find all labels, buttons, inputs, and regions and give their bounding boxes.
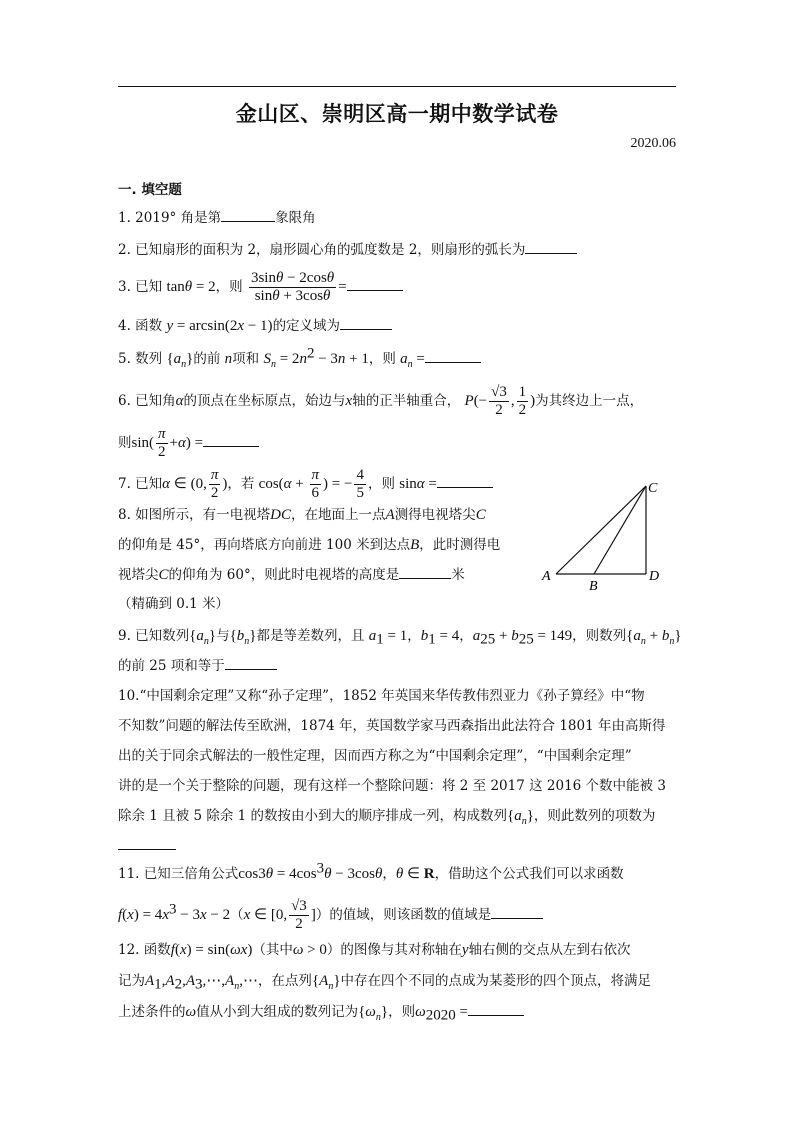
problem-11-cont: $f(x) = 4x^3 - 3x - 2(x$ ∈ [0, $\frac{√3}{2}$ ]）的值域，则该函数的值域是 [118,898,543,933]
problem-9: 9. 已知数列$\{a_n\}$与$\{b_n\}$都是等差数列，且 $a_1 = 1$，$b_1 = 4$，$a_{25} + b_{25} = 149$，则数列$\{a_n + b_n\}$ [118,628,682,648]
answer-blank [203,433,259,447]
problem-10-line-5: 除余 1 且被 5 除余 1 的数按由小到大的顺序排成一列，构成数列$\{a_n\}$，则此数列的项数为 [118,808,656,827]
page-title: 金山区、崇明区高一期中数学试卷 [235,102,559,126]
fraction: $\frac{3\sin\theta - 2\cos\theta}{\sin\theta + 3\cos\theta}$ [250,270,335,304]
answer-blank [468,1002,524,1016]
problem-1: 1. 2019° 角是第 象限角 [118,210,316,226]
problem-12: 12. 函数f(x) = sin(ωx)（其中ω > 0）的图像与其对称轴在y轴右侧的交点从左到右依次 [118,942,631,958]
sight-line-a [556,486,646,574]
problem-10-blank [118,836,176,856]
answer-blank [525,240,577,254]
answer-blank [347,277,403,291]
problem-10-line-2: 不知数”问题的解法传至欧洲，1874 年，英国数学家马西森指出此法符合 1801 年由高斯得 [118,718,666,734]
section-title: 一. 填空题 [118,182,182,198]
problem-9-cont: 的前 25 项和等于 [118,656,277,676]
problem-6-cont: 则sin( $\frac{\pi}{2}$ +α) = [118,426,259,461]
exam-date: 2020.06 [630,136,676,151]
answer-blank [340,316,392,330]
problem-10-line-1: 10.“中国剩余定理”又称“孙子定理”，1852 年英国来华传教伟烈亚力《孙子算经》中“物 [118,688,645,704]
problem-11: 11. 已知三倍角公式$\cos 3\theta = 4\cos^3\theta - 3\cos\theta$，θ ∈ R，借助这个公式我们可以求函数 [118,860,624,882]
answer-blank [491,905,543,919]
problem-8: 8. 如图所示，有一电视塔DC，在地面上一点A测得电视塔尖C [118,507,486,523]
tower-figure [536,478,666,598]
problem-10-line-4: 讲的是一个关于整除的问题，现有这样一个整除问题：将 2 至 2017 这 2016 个数中能被 3 [118,778,666,794]
answer-blank [221,208,275,222]
problem-5: 5. 数列 $\{a_n\}$的前 n项和 $S_n = 2n^2 - 3n + 1$，则 $a_n$ = [118,349,481,369]
problem-2: 2. 已知扇形的面积为 2，扇形圆心角的弧度数是 2，则扇形的弧长为 [118,240,577,260]
answer-blank [437,474,493,488]
answer-blank [225,656,277,670]
answer-blank [118,836,176,850]
problem-6: 6. 已知角α的顶点在坐标原点，始边与x轴的正半轴重合， P(− $\frac{√3}{2}$ , $\frac{1}{2}$ )为其终边上一点， [118,384,644,418]
problem-7: 7. 已知α ∈ (0, $\frac{\pi}{2}$ )，若 cos(α + $\frac{\pi}{6}$ ) = − $\frac{4}{5}$ ，则 sinα = [118,467,493,502]
label-c: C [648,481,658,496]
problem-12-line-2: 记为$A_1,A_2,A_3,\cdots,A_n,\cdots$，在点列$\{A_n\}$中存在四个不同的点成为某菱形的四个顶点，将满足 [118,973,652,993]
problem-4: 4. 函数 y = arcsin(2x − 1)的定义域为 [118,316,392,336]
problem-10-line-3: 出的关于同余式解法的一般性定理，因而西方称之为“中国剩余定理”，“中国剩余定理” [118,748,632,764]
header-rule [118,86,676,87]
answer-blank [425,349,481,363]
answer-blank [399,565,451,579]
label-a: A [542,569,551,584]
problem-8-line-4: （精确到 0.1 米） [118,596,230,612]
problem-8-line-2: 的仰角是 45°，再向塔底方向前进 100 米到达点B，此时测得电 [118,537,501,553]
problem-3: 3. 已知 tanθ = 2，则 $\frac{3\sin\theta - 2\cos\theta}{\sin\theta + 3\cos\theta}$ = [118,270,403,305]
label-b: B [589,579,598,594]
problem-12-line-3: 上述条件的ω值从小到大组成的数列记为$\{\omega_n\}$，则$\omega_{2020}$ = [118,1002,524,1022]
problem-8-line-3: 视塔尖C的仰角为 60°，则此时电视塔的高度是 米 [118,567,465,583]
label-d: D [649,569,660,584]
